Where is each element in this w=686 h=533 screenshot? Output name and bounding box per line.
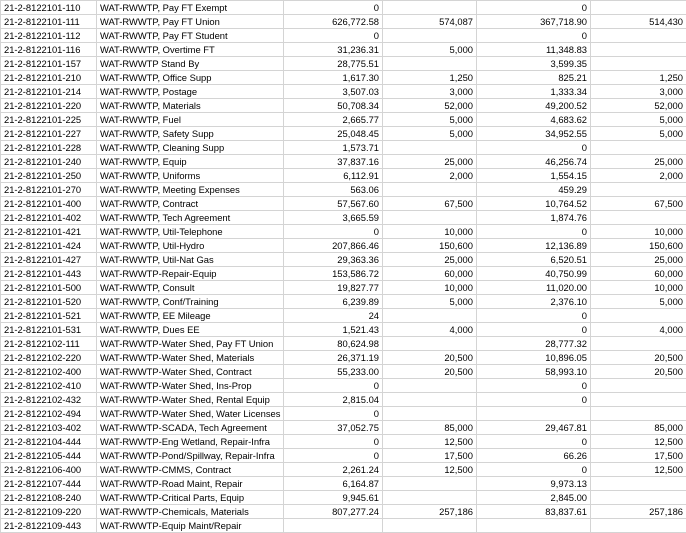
value-cell[interactable] [383, 309, 477, 323]
value-cell[interactable]: 574,087 [383, 15, 477, 29]
value-cell[interactable]: 49,200.52 [477, 99, 591, 113]
value-cell[interactable]: 83,837.61 [477, 505, 591, 519]
value-cell[interactable]: 2,261.24 [284, 463, 383, 477]
description-cell[interactable]: WAT-RWWTP, Office Supp [97, 71, 284, 85]
value-cell[interactable]: 514,430 [591, 15, 686, 29]
value-cell[interactable]: 0 [284, 379, 383, 393]
account-cell[interactable]: 21-2-8122102-410 [1, 379, 97, 393]
table-row [1, 449, 686, 463]
value-cell[interactable]: 20,500 [383, 351, 477, 365]
table-row [1, 1, 686, 15]
value-cell[interactable]: 50,708.34 [284, 99, 383, 113]
value-cell[interactable]: 52,000 [591, 99, 686, 113]
table-row [1, 155, 686, 169]
value-cell[interactable]: 12,500 [383, 463, 477, 477]
description-cell[interactable]: WAT-RWWTP-Pond/Spillway, Repair-Infra [97, 449, 284, 463]
value-cell[interactable]: 5,000 [383, 113, 477, 127]
account-cell[interactable]: 21-2-8122101-157 [1, 57, 97, 71]
value-cell[interactable]: 11,348.83 [477, 43, 591, 57]
table-row [1, 337, 686, 351]
table-row [1, 421, 686, 435]
value-cell[interactable]: 0 [477, 393, 591, 407]
value-cell[interactable]: 2,000 [591, 169, 686, 183]
value-cell[interactable] [591, 141, 686, 155]
value-cell[interactable]: 807,277.24 [284, 505, 383, 519]
table-row [1, 211, 686, 225]
value-cell[interactable]: 257,186 [383, 505, 477, 519]
table-row [1, 15, 686, 29]
value-cell[interactable] [383, 337, 477, 351]
value-cell[interactable]: 5,000 [591, 127, 686, 141]
value-cell[interactable]: 25,048.45 [284, 127, 383, 141]
value-cell[interactable]: 207,866.46 [284, 239, 383, 253]
value-cell[interactable] [591, 477, 686, 491]
account-cell[interactable]: 21-2-8122101-443 [1, 267, 97, 281]
value-cell[interactable]: 0 [477, 141, 591, 155]
value-cell[interactable] [383, 519, 477, 533]
value-cell[interactable]: 58,993.10 [477, 365, 591, 379]
table-row [1, 281, 686, 295]
value-cell[interactable]: 37,837.16 [284, 155, 383, 169]
table-row [1, 57, 686, 71]
account-cell[interactable]: 21-2-8122107-444 [1, 477, 97, 491]
value-cell[interactable] [591, 183, 686, 197]
value-cell[interactable]: 0 [477, 309, 591, 323]
table-row [1, 43, 686, 57]
value-cell[interactable] [383, 1, 477, 15]
value-cell[interactable] [591, 309, 686, 323]
account-cell[interactable]: 21-2-8122101-240 [1, 155, 97, 169]
value-cell[interactable]: 17,500 [383, 449, 477, 463]
account-cell[interactable]: 21-2-8122101-210 [1, 71, 97, 85]
description-cell[interactable]: WAT-RWWTP-Water Shed, Materials [97, 351, 284, 365]
account-cell[interactable]: 21-2-8122101-214 [1, 85, 97, 99]
value-cell[interactable]: 3,665.59 [284, 211, 383, 225]
account-cell[interactable]: 21-2-8122101-520 [1, 295, 97, 309]
value-cell[interactable]: 5,000 [383, 127, 477, 141]
value-cell[interactable]: 57,567.60 [284, 197, 383, 211]
value-cell[interactable]: 626,772.58 [284, 15, 383, 29]
value-cell[interactable]: 257,186 [591, 505, 686, 519]
value-cell[interactable] [284, 519, 383, 533]
value-cell[interactable]: 0 [284, 407, 383, 421]
account-cell[interactable]: 21-2-8122101-531 [1, 323, 97, 337]
value-cell[interactable]: 34,952.55 [477, 127, 591, 141]
value-cell[interactable]: 0 [284, 449, 383, 463]
value-cell[interactable]: 5,000 [383, 295, 477, 309]
value-cell[interactable]: 0 [284, 225, 383, 239]
account-cell[interactable]: 21-2-8122101-110 [1, 1, 97, 15]
value-cell[interactable] [383, 211, 477, 225]
value-cell[interactable]: 0 [284, 435, 383, 449]
table-row [1, 477, 686, 491]
value-cell[interactable]: 10,896.05 [477, 351, 591, 365]
value-cell[interactable]: 4,000 [383, 323, 477, 337]
value-cell[interactable]: 0 [477, 435, 591, 449]
value-cell[interactable]: 4,000 [591, 323, 686, 337]
description-cell[interactable]: WAT-RWWTP, Meeting Expenses [97, 183, 284, 197]
table-row [1, 197, 686, 211]
account-cell[interactable]: 21-2-8122108-240 [1, 491, 97, 505]
value-cell[interactable]: 3,000 [383, 85, 477, 99]
description-cell[interactable]: WAT-RWWTP, Consult [97, 281, 284, 295]
value-cell[interactable] [591, 519, 686, 533]
account-cell[interactable]: 21-2-8122101-421 [1, 225, 97, 239]
value-cell[interactable] [477, 407, 591, 421]
description-cell[interactable]: WAT-RWWTP, Util-Hydro [97, 239, 284, 253]
value-cell[interactable]: 150,600 [383, 239, 477, 253]
value-cell[interactable]: 1,333.34 [477, 85, 591, 99]
value-cell[interactable]: 1,554.15 [477, 169, 591, 183]
table-row [1, 169, 686, 183]
account-cell[interactable]: 21-2-8122101-220 [1, 99, 97, 113]
description-cell[interactable]: WAT-RWWTP, EE Mileage [97, 309, 284, 323]
value-cell[interactable]: 10,000 [383, 281, 477, 295]
table-row [1, 323, 686, 337]
value-cell[interactable]: 28,775.51 [284, 57, 383, 71]
value-cell[interactable]: 80,624.98 [284, 337, 383, 351]
table-row [1, 393, 686, 407]
value-cell[interactable]: 20,500 [591, 351, 686, 365]
account-cell[interactable]: 21-2-8122102-220 [1, 351, 97, 365]
value-cell[interactable]: 10,000 [383, 225, 477, 239]
value-cell[interactable] [383, 407, 477, 421]
value-cell[interactable]: 66.26 [477, 449, 591, 463]
value-cell[interactable] [591, 43, 686, 57]
value-cell[interactable] [477, 519, 591, 533]
value-cell[interactable]: 10,764.52 [477, 197, 591, 211]
account-cell[interactable]: 21-2-8122102-494 [1, 407, 97, 421]
table-row [1, 309, 686, 323]
table-row [1, 435, 686, 449]
value-cell[interactable] [591, 57, 686, 71]
value-cell[interactable]: 2,665.77 [284, 113, 383, 127]
account-cell[interactable]: 21-2-8122102-400 [1, 365, 97, 379]
description-cell[interactable]: WAT-RWWTP, Overtime FT [97, 43, 284, 57]
table-row [1, 239, 686, 253]
description-cell[interactable]: WAT-RWWTP-Chemicals, Materials [97, 505, 284, 519]
description-cell[interactable]: WAT-RWWTP, Fuel [97, 113, 284, 127]
value-cell[interactable]: 10,000 [591, 225, 686, 239]
description-cell[interactable]: WAT-RWWTP, Pay FT Union [97, 15, 284, 29]
value-cell[interactable]: 367,718.90 [477, 15, 591, 29]
description-cell[interactable]: WAT-RWWTP-CMMS, Contract [97, 463, 284, 477]
account-cell[interactable]: 21-2-8122109-220 [1, 505, 97, 519]
value-cell[interactable] [591, 379, 686, 393]
description-cell[interactable]: WAT-RWWTP-Water Shed, Contract [97, 365, 284, 379]
spreadsheet-body [1, 1, 686, 533]
description-cell[interactable]: WAT-RWWTP, Safety Supp [97, 127, 284, 141]
value-cell[interactable]: 4,683.62 [477, 113, 591, 127]
value-cell[interactable] [591, 1, 686, 15]
value-cell[interactable] [591, 29, 686, 43]
table-row [1, 365, 686, 379]
table-row [1, 463, 686, 477]
account-cell[interactable]: 21-2-8122106-400 [1, 463, 97, 477]
description-cell[interactable]: WAT-RWWTP, Pay FT Exempt [97, 1, 284, 15]
value-cell[interactable]: 29,363.36 [284, 253, 383, 267]
account-cell[interactable]: 21-2-8122101-427 [1, 253, 97, 267]
value-cell[interactable]: 11,020.00 [477, 281, 591, 295]
value-cell[interactable] [591, 407, 686, 421]
value-cell[interactable]: 1,617.30 [284, 71, 383, 85]
value-cell[interactable]: 60,000 [591, 267, 686, 281]
value-cell[interactable]: 28,777.32 [477, 337, 591, 351]
value-cell[interactable] [383, 477, 477, 491]
value-cell[interactable]: 2,376.10 [477, 295, 591, 309]
description-cell[interactable]: WAT-RWWTP-Water Shed, Ins-Prop [97, 379, 284, 393]
table-row [1, 127, 686, 141]
value-cell[interactable] [591, 211, 686, 225]
account-cell[interactable]: 21-2-8122101-111 [1, 15, 97, 29]
description-cell[interactable]: WAT-RWWTP, Util-Telephone [97, 225, 284, 239]
value-cell[interactable]: 5,000 [383, 43, 477, 57]
description-cell[interactable]: WAT-RWWTP-Water Shed, Water Licenses [97, 407, 284, 421]
value-cell[interactable]: 67,500 [591, 197, 686, 211]
value-cell[interactable] [383, 183, 477, 197]
value-cell[interactable]: 52,000 [383, 99, 477, 113]
account-cell[interactable]: 21-2-8122101-402 [1, 211, 97, 225]
account-cell[interactable]: 21-2-8122101-228 [1, 141, 97, 155]
account-cell[interactable]: 21-2-8122105-444 [1, 449, 97, 463]
description-cell[interactable]: WAT-RWWTP, Materials [97, 99, 284, 113]
description-cell[interactable]: WAT-RWWTP-Road Maint, Repair [97, 477, 284, 491]
value-cell[interactable]: 0 [284, 1, 383, 15]
value-cell[interactable] [383, 57, 477, 71]
value-cell[interactable]: 46,256.74 [477, 155, 591, 169]
description-cell[interactable]: WAT-RWWTP, Equip [97, 155, 284, 169]
description-cell[interactable]: WAT-RWWTP-Equip Maint/Repair [97, 519, 284, 533]
value-cell[interactable]: 459.29 [477, 183, 591, 197]
description-cell[interactable]: WAT-RWWTP-SCADA, Tech Agreement [97, 421, 284, 435]
value-cell[interactable] [591, 491, 686, 505]
value-cell[interactable] [383, 379, 477, 393]
description-cell[interactable]: WAT-RWWTP Stand By [97, 57, 284, 71]
value-cell[interactable]: 25,000 [591, 253, 686, 267]
value-cell[interactable]: 25,000 [383, 155, 477, 169]
table-row [1, 99, 686, 113]
account-cell[interactable]: 21-2-8122101-270 [1, 183, 97, 197]
description-cell[interactable]: WAT-RWWTP, Uniforms [97, 169, 284, 183]
value-cell[interactable]: 85,000 [591, 421, 686, 435]
account-cell[interactable]: 21-2-8122102-432 [1, 393, 97, 407]
value-cell[interactable]: 0 [477, 1, 591, 15]
value-cell[interactable]: 3,599.35 [477, 57, 591, 71]
account-cell[interactable]: 21-2-8122101-116 [1, 43, 97, 57]
value-cell[interactable] [383, 491, 477, 505]
value-cell[interactable]: 0 [284, 29, 383, 43]
value-cell[interactable]: 5,000 [591, 113, 686, 127]
value-cell[interactable]: 20,500 [591, 365, 686, 379]
value-cell[interactable] [591, 393, 686, 407]
description-cell[interactable]: WAT-RWWTP, Util-Nat Gas [97, 253, 284, 267]
table-row [1, 225, 686, 239]
value-cell[interactable]: 563.06 [284, 183, 383, 197]
value-cell[interactable]: 1,250 [383, 71, 477, 85]
description-cell[interactable]: WAT-RWWTP-Eng Wetland, Repair-Infra [97, 435, 284, 449]
account-cell[interactable]: 21-2-8122109-443 [1, 519, 97, 533]
value-cell[interactable]: 31,236.31 [284, 43, 383, 57]
value-cell[interactable]: 6,520.51 [477, 253, 591, 267]
table-row [1, 505, 686, 519]
description-cell[interactable]: WAT-RWWTP, Contract [97, 197, 284, 211]
table-row [1, 85, 686, 99]
table-row [1, 71, 686, 85]
description-cell[interactable]: WAT-RWWTP, Dues EE [97, 323, 284, 337]
description-cell[interactable]: WAT-RWWTP-Critical Parts, Equip [97, 491, 284, 505]
value-cell[interactable]: 25,000 [591, 155, 686, 169]
value-cell[interactable] [383, 29, 477, 43]
account-cell[interactable]: 21-2-8122101-112 [1, 29, 97, 43]
table-row [1, 519, 686, 533]
table-row [1, 113, 686, 127]
value-cell[interactable]: 150,600 [591, 239, 686, 253]
value-cell[interactable]: 12,136.89 [477, 239, 591, 253]
value-cell[interactable]: 825.21 [477, 71, 591, 85]
account-cell[interactable]: 21-2-8122101-500 [1, 281, 97, 295]
value-cell[interactable]: 0 [477, 225, 591, 239]
description-cell[interactable]: WAT-RWWTP-Water Shed, Rental Equip [97, 393, 284, 407]
table-row [1, 141, 686, 155]
description-cell[interactable]: WAT-RWWTP, Tech Agreement [97, 211, 284, 225]
value-cell[interactable]: 37,052.75 [284, 421, 383, 435]
description-cell[interactable]: WAT-RWWTP, Conf/Training [97, 295, 284, 309]
value-cell[interactable]: 12,500 [591, 435, 686, 449]
value-cell[interactable]: 1,521.43 [284, 323, 383, 337]
value-cell[interactable]: 6,112.91 [284, 169, 383, 183]
table-row [1, 379, 686, 393]
table-row [1, 253, 686, 267]
value-cell[interactable]: 1,250 [591, 71, 686, 85]
value-cell[interactable]: 10,000 [591, 281, 686, 295]
value-cell[interactable]: 6,239.89 [284, 295, 383, 309]
description-cell[interactable]: WAT-RWWTP-Repair-Equip [97, 267, 284, 281]
account-cell[interactable]: 21-2-8122101-521 [1, 309, 97, 323]
value-cell[interactable]: 0 [477, 463, 591, 477]
table-row [1, 183, 686, 197]
account-cell[interactable]: 21-2-8122101-227 [1, 127, 97, 141]
value-cell[interactable]: 9,973.13 [477, 477, 591, 491]
value-cell[interactable]: 0 [477, 379, 591, 393]
account-cell[interactable]: 21-2-8122101-400 [1, 197, 97, 211]
value-cell[interactable]: 17,500 [591, 449, 686, 463]
account-cell[interactable]: 21-2-8122101-250 [1, 169, 97, 183]
value-cell[interactable]: 3,000 [591, 85, 686, 99]
value-cell[interactable]: 25,000 [383, 253, 477, 267]
table-row [1, 491, 686, 505]
value-cell[interactable]: 40,750.99 [477, 267, 591, 281]
account-cell[interactable]: 21-2-8122101-225 [1, 113, 97, 127]
value-cell[interactable]: 2,815.04 [284, 393, 383, 407]
value-cell[interactable]: 20,500 [383, 365, 477, 379]
value-cell[interactable]: 60,000 [383, 267, 477, 281]
table-row [1, 267, 686, 281]
account-cell[interactable]: 21-2-8122101-424 [1, 239, 97, 253]
value-cell[interactable]: 85,000 [383, 421, 477, 435]
value-cell[interactable]: 19,827.77 [284, 281, 383, 295]
value-cell[interactable]: 1,573.71 [284, 141, 383, 155]
value-cell[interactable]: 5,000 [591, 295, 686, 309]
account-cell[interactable]: 21-2-8122102-111 [1, 337, 97, 351]
value-cell[interactable]: 2,845.00 [477, 491, 591, 505]
value-cell[interactable]: 12,500 [591, 463, 686, 477]
value-cell[interactable] [383, 393, 477, 407]
value-cell[interactable] [383, 141, 477, 155]
description-cell[interactable]: WAT-RWWTP, Pay FT Student [97, 29, 284, 43]
description-cell[interactable]: WAT-RWWTP, Postage [97, 85, 284, 99]
value-cell[interactable]: 24 [284, 309, 383, 323]
table-row [1, 29, 686, 43]
value-cell[interactable]: 2,000 [383, 169, 477, 183]
table-row [1, 295, 686, 309]
description-cell[interactable]: WAT-RWWTP-Water Shed, Pay FT Union [97, 337, 284, 351]
table-row [1, 351, 686, 365]
account-cell[interactable]: 21-2-8122104-444 [1, 435, 97, 449]
value-cell[interactable]: 9,945.61 [284, 491, 383, 505]
value-cell[interactable]: 67,500 [383, 197, 477, 211]
value-cell[interactable]: 26,371.19 [284, 351, 383, 365]
table-row [1, 407, 686, 421]
value-cell[interactable]: 1,874.76 [477, 211, 591, 225]
value-cell[interactable]: 6,164.87 [284, 477, 383, 491]
value-cell[interactable] [591, 337, 686, 351]
value-cell[interactable]: 12,500 [383, 435, 477, 449]
value-cell[interactable]: 0 [477, 323, 591, 337]
value-cell[interactable]: 55,233.00 [284, 365, 383, 379]
value-cell[interactable]: 153,586.72 [284, 267, 383, 281]
account-cell[interactable]: 21-2-8122103-402 [1, 421, 97, 435]
value-cell[interactable]: 29,467.81 [477, 421, 591, 435]
description-cell[interactable]: WAT-RWWTP, Cleaning Supp [97, 141, 284, 155]
value-cell[interactable]: 3,507.03 [284, 85, 383, 99]
value-cell[interactable]: 0 [477, 29, 591, 43]
